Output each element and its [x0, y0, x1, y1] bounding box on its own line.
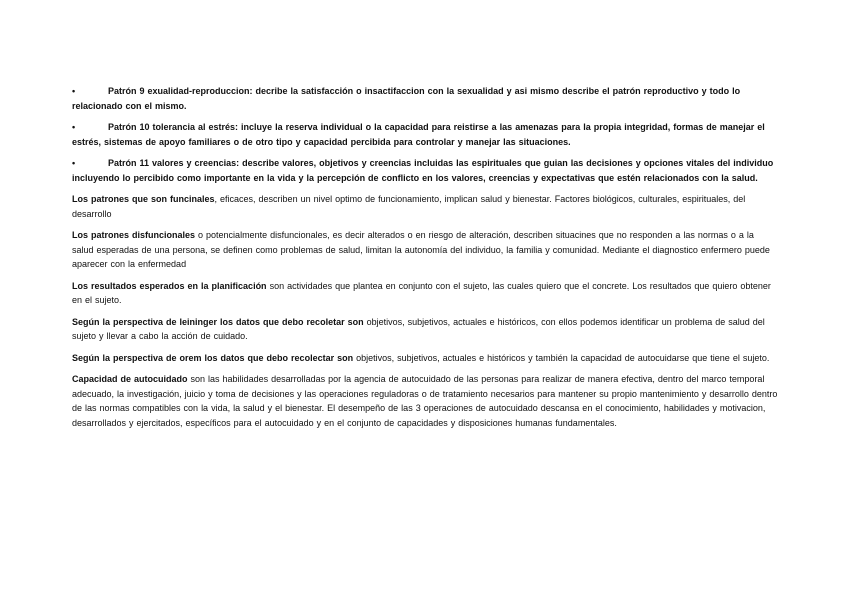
paragraph-text: objetivos, subjetivos, actuales e históricos y también la capacidad de autocuidarse que tiene el sujeto. — [353, 352, 770, 363]
bullet-item-patron-10 — [72, 120, 778, 149]
bullet-text: Patrón 10 tolerancia al estrés: incluye la reserva individual o la capacidad para reistirse a las amenazas para la propia integridad, formas de manejar el estrés, sistemas de apoyo familiares o de otro tipo y capacidad percibida para controlar y manejar las situaciones. — [72, 122, 765, 147]
paragraph-lead: Según la perspectiva de leininger los datos que debo recoletar son — [72, 316, 364, 327]
paragraph-lead: Capacidad de autocuidado — [72, 374, 188, 384]
bullet-item-patron-9 — [72, 84, 778, 113]
paragraph-lead: Los resultados esperados en la planificación — [72, 280, 267, 291]
paragraph-text: son actividades que plantea en conjunto con el sujeto, las cuales quiero que el concrete. Los resultados que quiero obtener en el sujeto. — [72, 280, 771, 305]
bullet-symbol: • — [72, 86, 76, 96]
bullet-text: Patrón 11 valores y creencias: describe valores, objetivos y creencias incluidas las espirituales que guian las decisiones y opciones vitales del individuo incluyendo lo percibido como importante en la vida y la percepción de conflicto en los valores, creencias y expectativas que estén relacionados con la salud. — [72, 158, 774, 183]
paragraph-text: o potencialmente disfuncionales, es decir alterados o en riesgo de alteración, describen situacines que no responden a las normas o a la salud esperadas de una persona, se definen como problemas de salud, limitan la autonomía del individuo, la familia y comunidad. Mediante el diagnostico enfermero puede aparecer con la enfermedad — [72, 230, 770, 269]
paragraph-perspectiva-orem — [72, 351, 778, 366]
paragraph-lead: Según la perspectiva de orem los datos que debo recolectar son — [72, 352, 354, 363]
bullet-text: Patrón 9 exualidad-reproduccion: decribe la satisfacción o insactifaccion con la sexualidad y asi mismo describe el patrón reproductivo y todo lo relacionado con el mismo. — [72, 86, 741, 111]
bullet-item-patron-11 — [72, 156, 778, 185]
paragraph-resultados-esperados — [72, 279, 778, 308]
paragraph-capacidad-autocuidado — [72, 372, 778, 430]
paragraph-lead: Los patrones que son funcinales — [72, 194, 215, 204]
paragraph-text: son las habilidades desarrolladas por la agencia de autocuidado de las personas para realizar de manera efectiva, dentro del marco temporal adecuado, la investigación, juicio y toma de decisiones y las operaciones reguladoras o de tratamiento necesarios para mantener su propio mantenimiento y desarrollo dentro de las normas compatibles con la vida, la salud y el bienestar. El desempeño de las 3 operaciones de autocuidado descansa en el conocimiento, habilidades y motivacion, desarrollados y ejercitados, específicos para el autocuidado y en el conjunto de capacidades y disposiciones humanas fundamentales. — [72, 374, 778, 428]
paragraph-patrones-funcionales — [72, 192, 778, 221]
paragraph-text: objetivos, subjetivos, actuales e históricos, con ellos podemos identificar un problema de salud del sujeto y llevar a cabo la acción de cuidado. — [72, 316, 765, 341]
bullet-symbol: • — [72, 122, 76, 132]
paragraph-lead: Los patrones disfuncionales — [72, 230, 196, 240]
paragraph-text: , eficaces, describen un nivel optimo de funcionamiento, implican salud y bienestar. Factores biológicos, culturales, espirituales, del desarrollo — [72, 194, 746, 219]
paragraph-perspectiva-leininger — [72, 315, 778, 344]
paragraph-patrones-disfuncionales — [72, 228, 778, 272]
bullet-symbol: • — [72, 158, 76, 168]
